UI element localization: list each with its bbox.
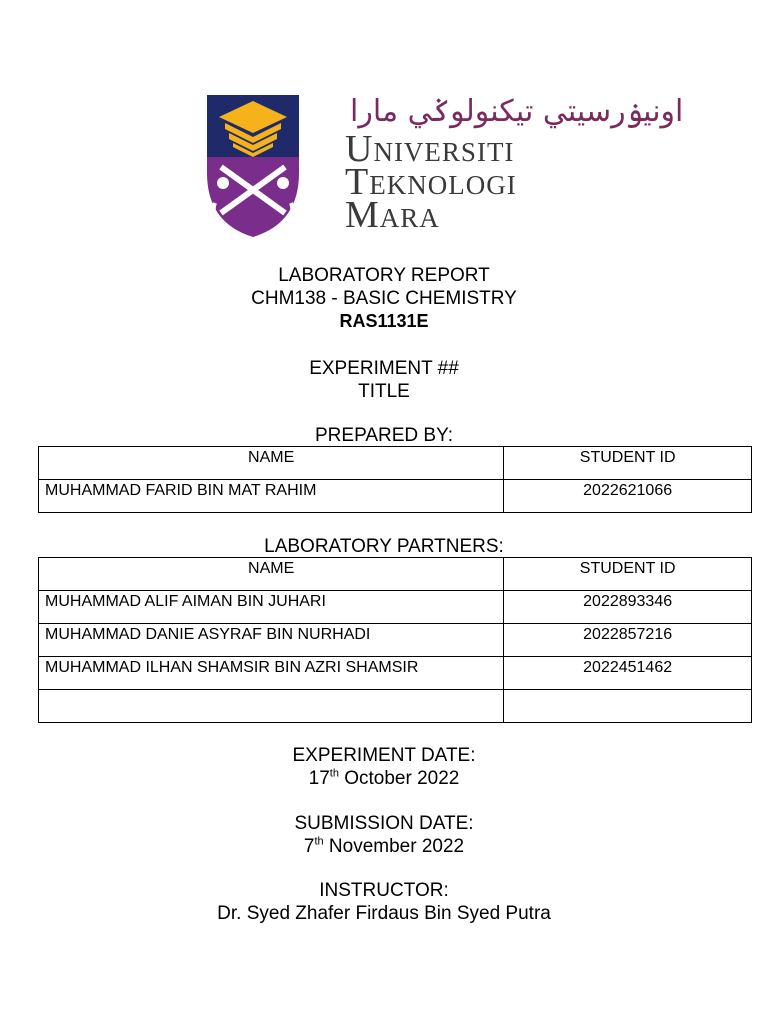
instructor-name: Dr. Syed Zhafer Firdaus Bin Syed Putra — [217, 903, 551, 924]
table-row — [39, 591, 752, 624]
submission-date-day: 7 — [303, 836, 315, 857]
submission-date-rest: November 2022 — [323, 836, 465, 857]
column-header-name: NAME — [39, 447, 504, 480]
university-name-jawi: اونيۏرسيتي تيكنولوݢي مارا — [350, 94, 684, 129]
university-logo — [207, 94, 684, 237]
table-row — [39, 624, 752, 657]
laboratory-partners-heading: LABORATORY PARTNERS: — [264, 536, 504, 557]
experiment-date-rest: October 2022 — [338, 768, 460, 789]
submission-date-suffix: th — [314, 835, 324, 848]
instructor-label: INSTRUCTOR: — [319, 880, 449, 901]
table-row — [39, 657, 752, 690]
partner-name — [39, 690, 504, 723]
table-header-row — [39, 447, 752, 480]
partner-name: MUHAMMAD ALIF AIMAN BIN JUHARI — [39, 591, 504, 624]
student-id: 2022621066 — [504, 480, 752, 513]
table-header-row — [39, 558, 752, 591]
university-name-line-1: Universiti — [345, 128, 515, 170]
experiment-date-label: EXPERIMENT DATE: — [292, 745, 476, 766]
partner-name: MUHAMMAD DANIE ASYRAF BIN NURHADI — [39, 624, 504, 657]
university-name-line-3: Mara — [345, 194, 440, 236]
prepared-by-heading: PREPARED BY: — [315, 425, 453, 446]
partners-table — [38, 557, 752, 723]
experiment-date-day: 17 — [308, 768, 330, 789]
partner-id: 2022451462 — [504, 657, 752, 690]
column-header-student-id: STUDENT ID — [504, 558, 752, 591]
column-header-student-id: STUDENT ID — [504, 447, 752, 480]
partner-id: 2022857216 — [504, 624, 752, 657]
university-name — [345, 128, 517, 236]
table-row — [39, 480, 752, 513]
submission-date — [0, 835, 768, 858]
experiment-date-suffix: th — [329, 767, 339, 780]
uitm-crest-icon — [207, 95, 299, 237]
course-title: CHM138 - BASIC CHEMISTRY — [251, 288, 517, 309]
experiment-number: EXPERIMENT ## — [309, 358, 459, 379]
group-code: RAS1131E — [339, 311, 429, 331]
partner-id: 2022893346 — [504, 591, 752, 624]
prepared-by-table — [38, 446, 752, 513]
experiment-date — [0, 767, 768, 790]
partner-name: MUHAMMAD ILHAN SHAMSIR BIN AZRI SHAMSIR — [39, 657, 504, 690]
partner-id — [504, 690, 752, 723]
experiment-title: TITLE — [358, 381, 410, 402]
student-name: MUHAMMAD FARID BIN MAT RAHIM — [39, 480, 504, 513]
column-header-name: NAME — [39, 558, 504, 591]
submission-date-label: SUBMISSION DATE: — [294, 813, 474, 834]
report-type: LABORATORY REPORT — [278, 265, 490, 286]
university-name-line-2: Teknologi — [345, 161, 517, 203]
table-row-empty — [39, 690, 752, 723]
